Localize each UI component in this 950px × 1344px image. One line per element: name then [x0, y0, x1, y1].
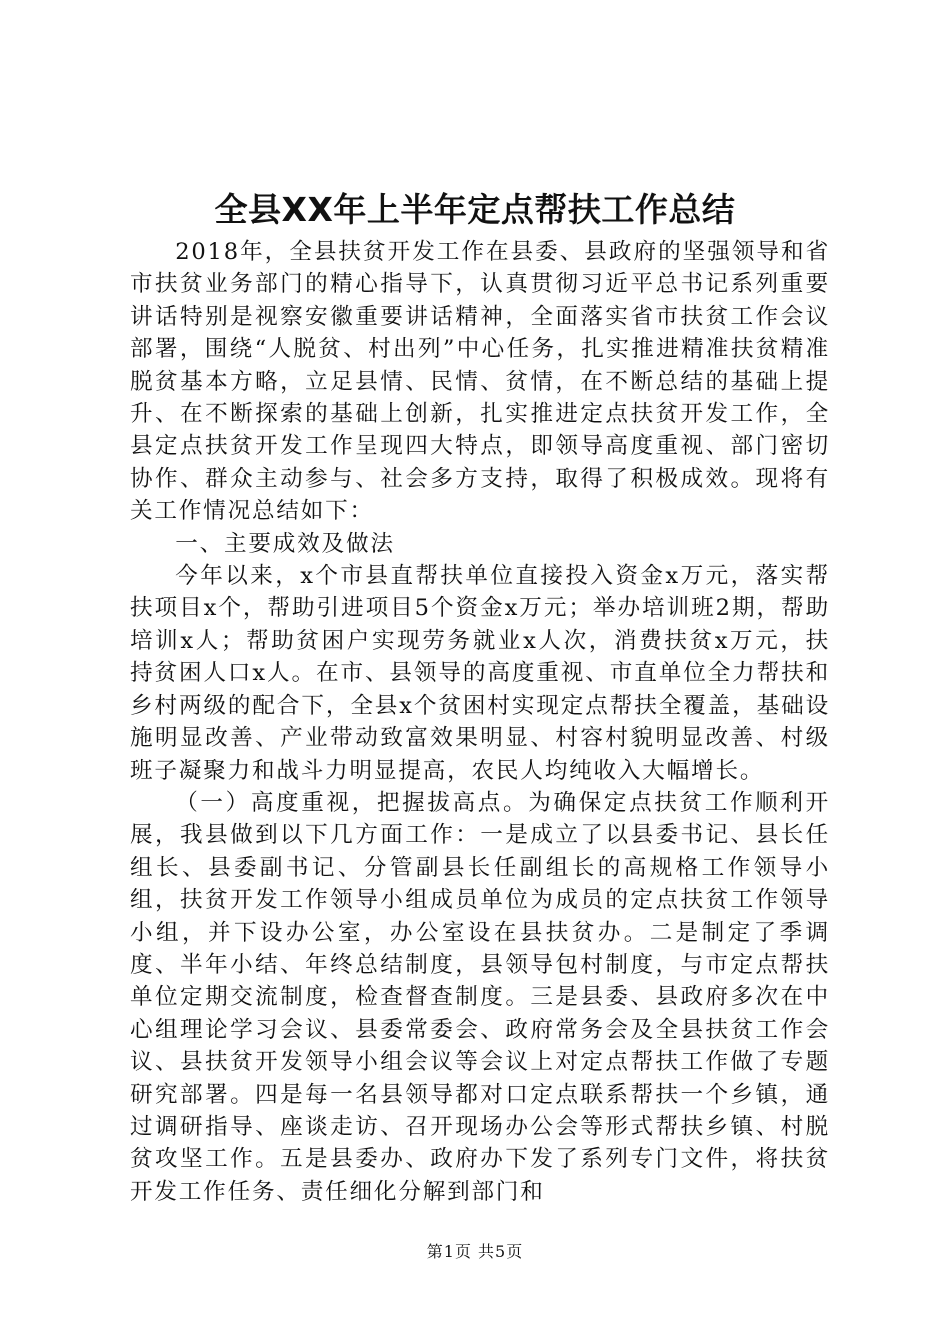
paragraph-intro: 2018年，全县扶贫开发工作在县委、县政府的坚强领导和省市扶贫业务部门的精心指导下，认真贯彻习近平总书记系列重要讲话特别是视察安徽重要讲话精神，全面落实省市扶贫工作会议部署，围绕“人脱贫、村出列”中心任务，扎实推进精准扶贫精准脱贫基本方略，立足县情、民情、贫情，在不断总结的基础上提升、在不断探索的基础上创新，扎实推进定点扶贫开发工作，全县定点扶贫开发工作呈现四大特点，即领导高度重视、部门密切协作、群众主动参与、社会多方支持，取得了积极成效。现将有关工作情况总结如下： [130, 239, 830, 525]
document-title: 全县XX年上半年定点帮扶工作总结 [214, 190, 736, 229]
paragraph-results: 今年以来，x个市县直帮扶单位直接投入资金x万元，落实帮扶项目x个，帮助引进项目5个资金x万元；举办培训班2期，帮助培训x人；帮助贫困户实现劳务就业x人次，消费扶贫x万元，扶持贫困人口x人。在市、县领导的高度重视、市直单位全力帮扶和乡村两级的配合下，全县x个贫困村实现定点帮扶全覆盖，基础设施明显改善、产业带动致富效果明显、村容村貌明显改善、村级班子凝聚力和战斗力明显提高，农民人均纯收入大幅增长。 [130, 563, 830, 784]
document-body [130, 236, 830, 1208]
section-heading: 一、主要成效及做法 [175, 530, 395, 557]
paragraph-subsection-1: （一）高度重视，把握拔高点。为确保定点扶贫工作顺利开展，我县做到以下几方面工作：一是成立了以县委书记、县长任组长、县委副书记、分管副县长任副组长的高规格工作领导小组，扶贫开发工作领导小组成员单位为成员的定点扶贫工作领导小组，并下设办公室，办公室设在县扶贫办。二是制定了季调度、半年小结、年终总结制度，县领导包村制度，与市定点帮扶单位定期交流制度，检查督查制度。三是县委、县政府多次在中心组理论学习会议、县委常委会、政府常务会及全县扶贫工作会议、县扶贫开发领导小组会议等会议上对定点帮扶工作做了专题研究部署。四是每一名县领导都对口定点联系帮扶一个乡镇，通过调研指导、座谈走访、召开现场办公会等形式帮扶乡镇、村脱贫攻坚工作。五是县委办、政府办下发了系列专门文件，将扶贫开发工作任务、责任细化分解到部门和 [130, 789, 830, 1205]
page-number-footer: 第1页 共5页 [426, 1242, 524, 1261]
